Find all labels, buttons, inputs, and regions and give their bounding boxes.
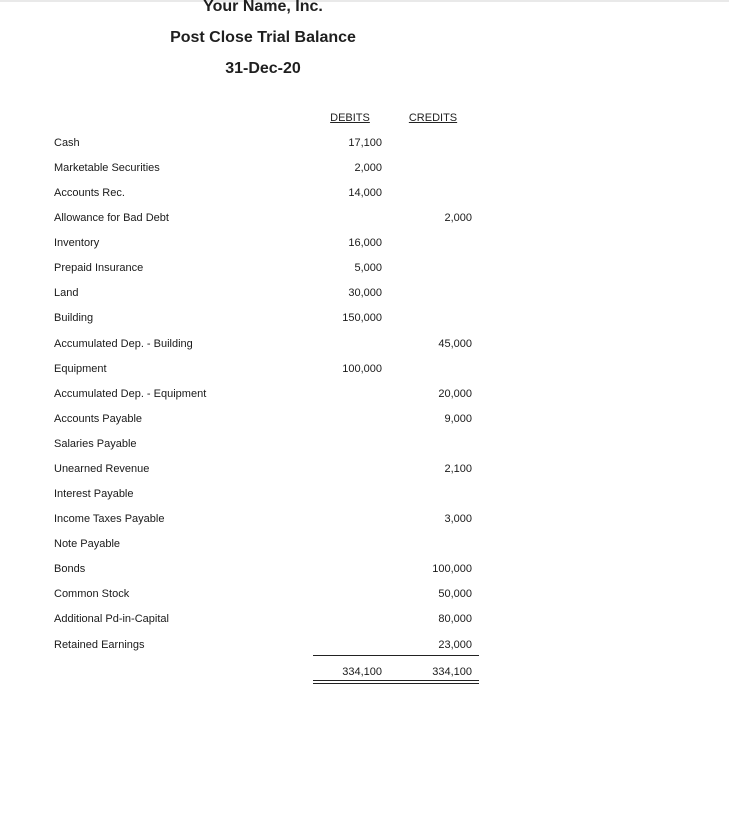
account-row [0,438,729,458]
account-row [0,137,729,157]
total-debits: 334,100 [342,666,382,678]
account-name: Accumulated Dep. - Equipment [54,388,207,400]
account-name: Equipment [54,363,107,375]
credit-amount: 50,000 [438,588,472,600]
report-date: 31-Dec-20 [225,60,301,77]
debit-amount: 17,100 [348,137,382,149]
account-row [0,388,729,408]
credit-amount: 80,000 [438,613,472,625]
account-name: Additional Pd-in-Capital [54,613,169,625]
account-row [0,363,729,383]
debit-amount: 100,000 [342,363,382,375]
total-credits: 334,100 [432,666,472,678]
credits-column-header: CREDITS [408,112,458,124]
company-name: Your Name, Inc. [203,0,323,15]
account-row [0,212,729,232]
account-row [0,613,729,633]
credit-amount: 9,000 [444,413,472,425]
debit-amount: 14,000 [348,187,382,199]
account-name: Retained Earnings [54,639,145,651]
account-name: Income Taxes Payable [54,513,165,525]
account-name: Bonds [54,563,86,575]
totals-double-rule-lower [313,683,479,684]
credit-amount: 3,000 [444,513,472,525]
credit-amount: 20,000 [438,388,472,400]
account-name: Marketable Securities [54,162,160,174]
account-name: Unearned Revenue [54,463,150,475]
credit-amount: 100,000 [432,563,472,575]
account-name: Interest Payable [54,488,134,500]
account-row [0,538,729,558]
credit-amount: 45,000 [438,338,472,350]
debits-column-header: DEBITS [330,112,370,124]
account-name: Land [54,287,79,299]
account-row [0,187,729,207]
debit-amount: 16,000 [348,237,382,249]
debit-amount: 5,000 [354,262,382,274]
account-row [0,237,729,257]
account-name: Building [54,312,94,324]
credit-amount: 2,100 [444,463,472,475]
account-row [0,413,729,433]
debit-amount: 30,000 [348,287,382,299]
account-row [0,588,729,608]
account-name: Salaries Payable [54,438,137,450]
account-row [0,488,729,508]
account-name: Common Stock [54,588,130,600]
account-row [0,639,729,659]
totals-double-rule-upper [313,680,479,681]
debit-amount: 150,000 [342,312,382,324]
account-name: Allowance for Bad Debt [54,212,169,224]
totals-top-rule [313,655,479,656]
account-name: Inventory [54,237,100,249]
credit-amount: 2,000 [444,212,472,224]
account-name: Accounts Rec. [54,187,125,199]
account-row [0,162,729,182]
account-row [0,338,729,358]
account-name: Note Payable [54,538,121,550]
account-name: Cash [54,137,80,149]
account-row [0,463,729,483]
account-row [0,312,729,332]
account-name: Accounts Payable [54,413,143,425]
report-title: Post Close Trial Balance [170,29,356,46]
account-name: Accumulated Dep. - Building [54,338,193,350]
account-name: Prepaid Insurance [54,262,144,274]
account-row [0,262,729,282]
account-row [0,513,729,533]
credit-amount: 23,000 [438,639,472,651]
account-row [0,563,729,583]
account-row [0,287,729,307]
debit-amount: 2,000 [354,162,382,174]
